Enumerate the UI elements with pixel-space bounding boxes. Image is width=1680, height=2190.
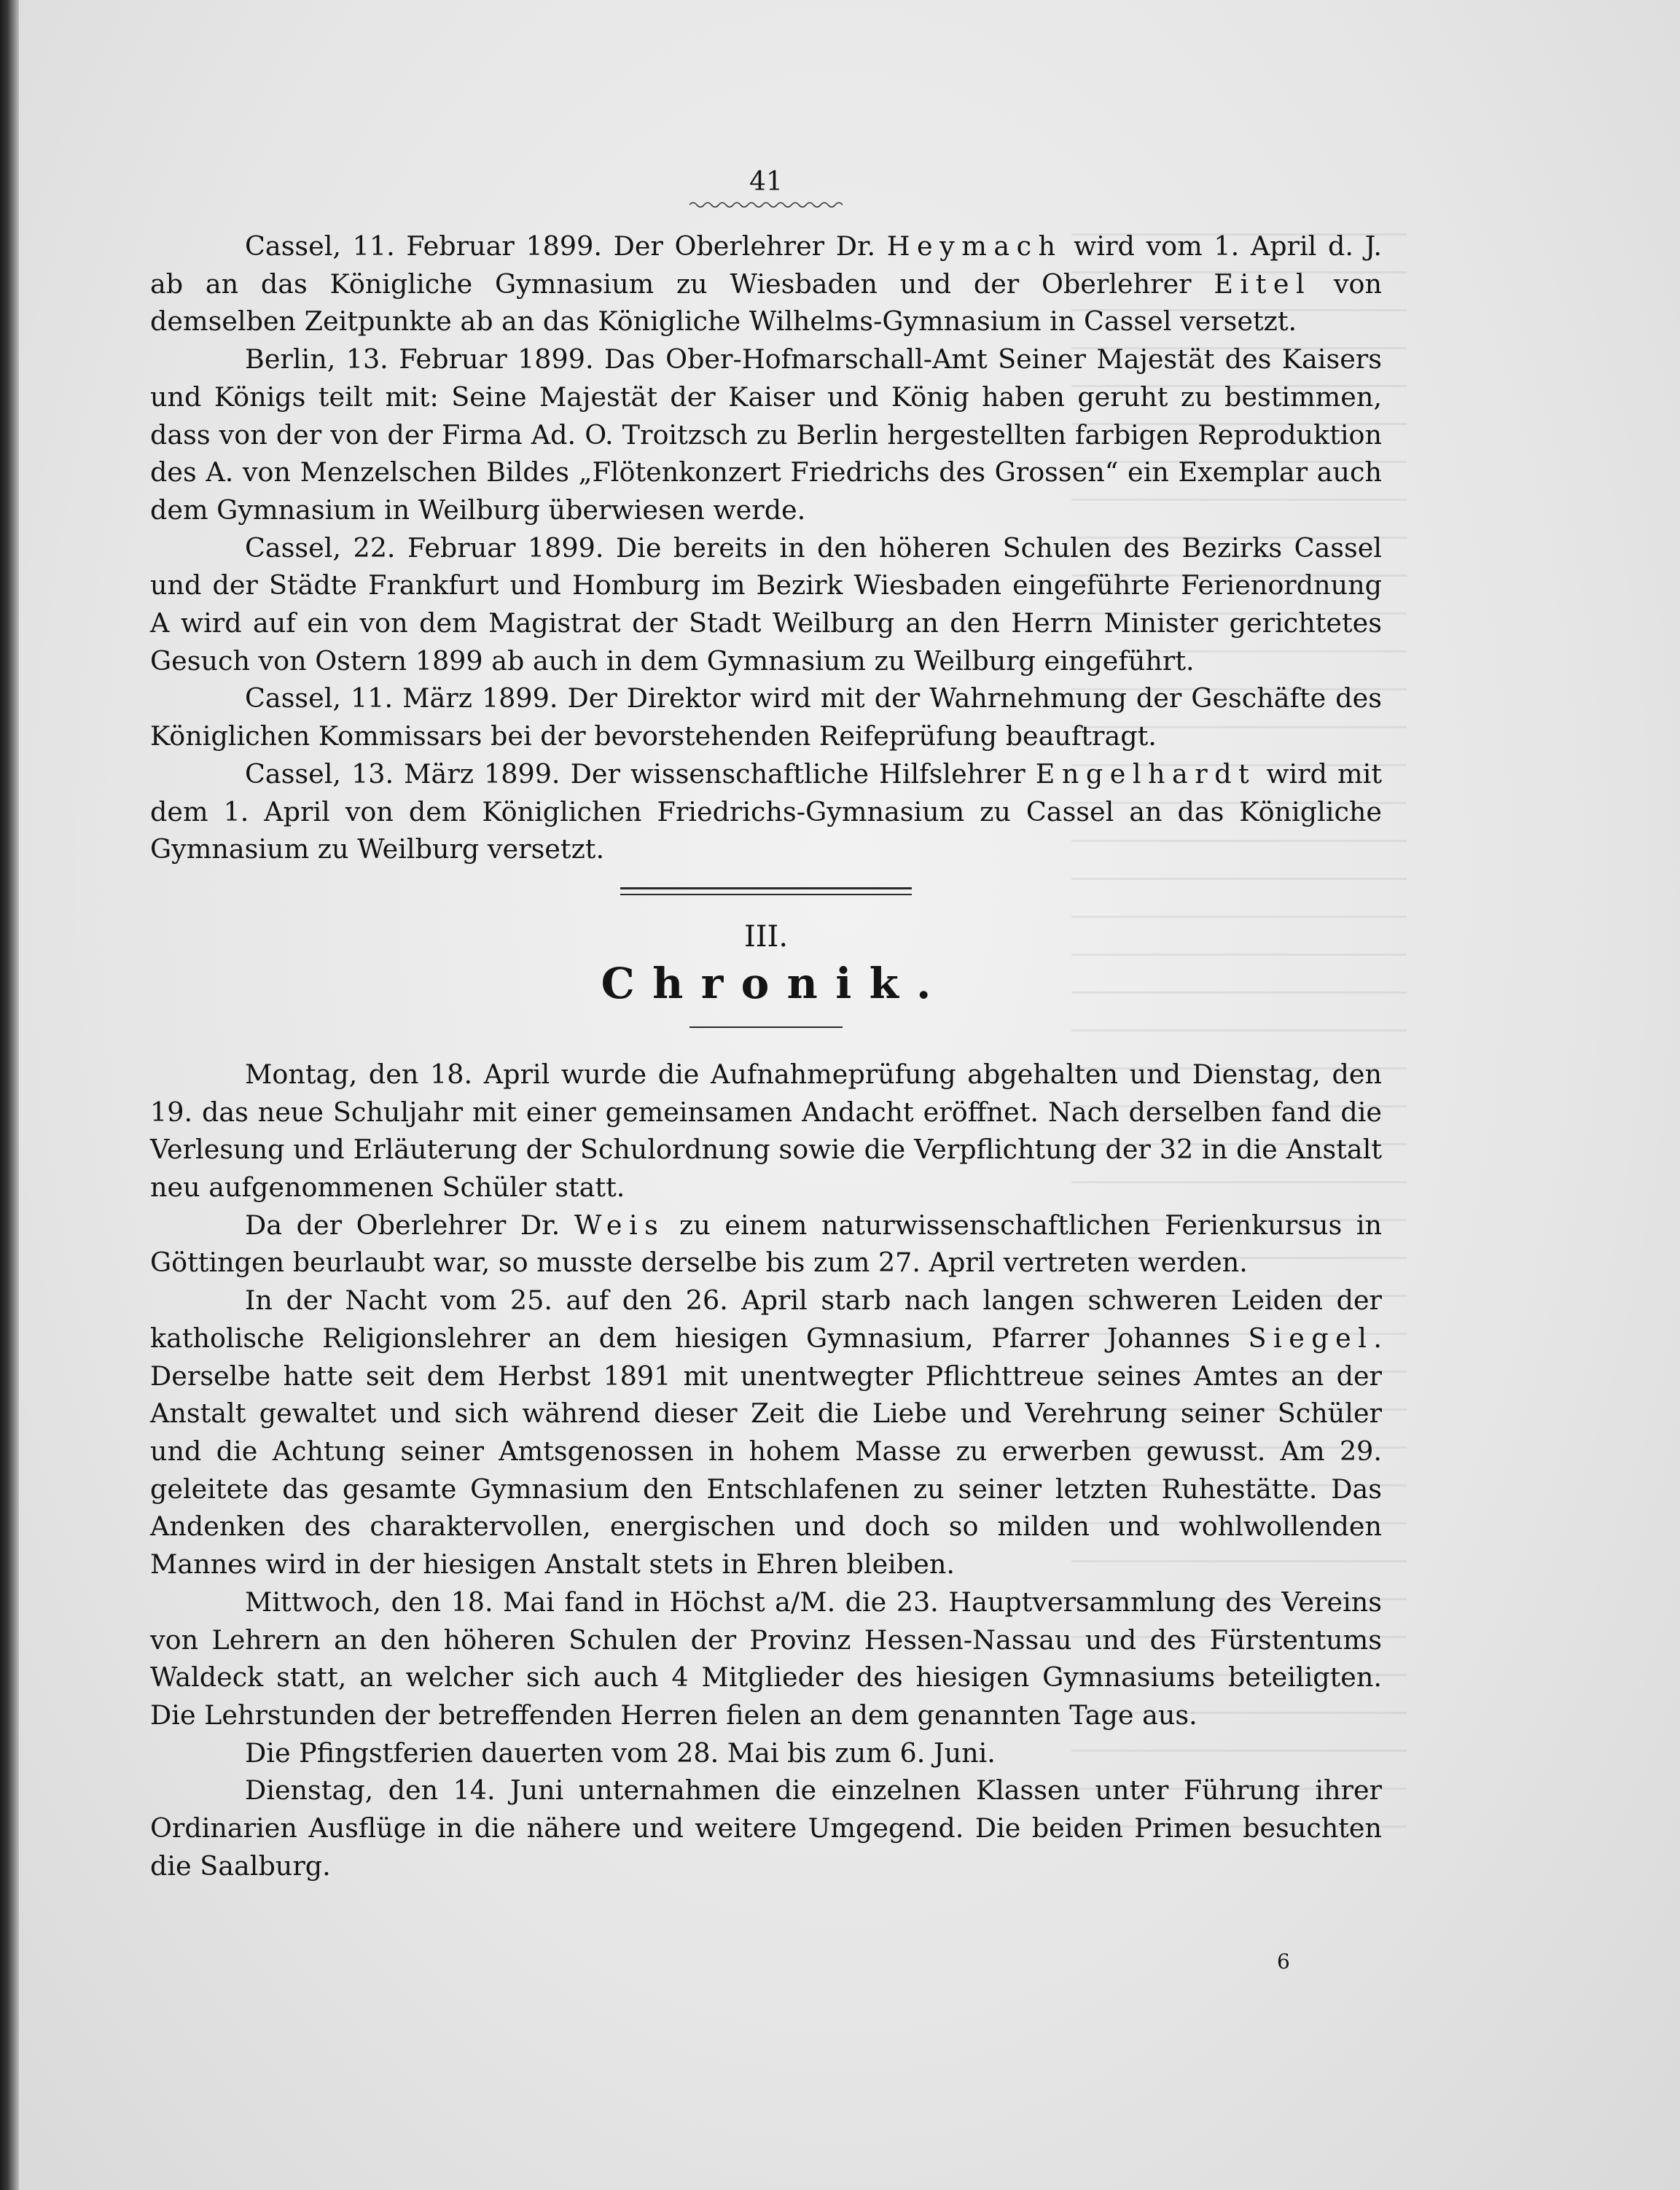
- announcement-paragraph: [150, 227, 1382, 340]
- announcement-paragraph: Berlin, 13. Februar 1899. Das Ober-Hofmarschall-Amt Seiner Majestät des Kaisers und Königs teilt mit: Seine Majestät der Kaiser und König haben geruht zu bestimmen, dass von der von der Firma Ad. O. Troitzsch zu Berlin hergestellten farbigen Reproduktion des A. von Menzelschen Bildes „Flötenkonzert Friedrichs des Grossen“ ein Exemplar auch dem Gymnasium in Weilburg überwiesen werde.: [150, 343, 1382, 526]
- chronik-text: zu einem naturwissenschaftlichen Ferienkursus in Göttingen beurlaubt war, so musste derselbe bis zum 27. April vertreten werden.: [150, 1209, 1382, 1279]
- announcement-paragraph: [150, 755, 1382, 868]
- page-number-wavy-rule: [689, 200, 843, 210]
- spaced-name: Weis: [574, 1209, 665, 1241]
- section-numeral: III.: [743, 919, 789, 954]
- spaced-name: Eitel: [1214, 268, 1312, 300]
- chronik-paragraph: Die Pfingstferien dauerten vom 28. Mai bis zum 6. Juni.: [245, 1737, 996, 1769]
- document-page: [150, 168, 1382, 1885]
- chronik-paragraph: Montag, den 18. April wurde die Aufnahmeprüfung abgehalten und Dienstag, den 19. das neue Schuljahr mit einer gemeinsamen Andacht eröffnet. Nach derselben fand die Verlesung und Erläuterung der Schulordnung sowie die Verpflichtung der 32 in die Anstalt neu aufgenommenen Schüler statt.: [150, 1058, 1382, 1204]
- spaced-name: Engelhardt: [1035, 757, 1257, 790]
- announcement-text: wird vom 1. April d. J. ab an das Königliche Gymnasium zu Wiesbaden und der Oberlehrer: [150, 230, 1382, 300]
- chronik-text: In der Nacht vom 25. auf den 26. April starb nach langen schweren Leiden der katholische Religionslehrer an dem hiesigen Gymnasium, Pfarrer Johannes: [150, 1285, 1382, 1354]
- sheet-signature-number: 6: [1277, 1949, 1290, 1973]
- announcement-text: Cassel, 13. März 1899. Der wissenschaftliche Hilfslehrer: [245, 757, 1036, 790]
- chronik-paragraph: Dienstag, den 14. Juni unternahmen die einzelnen Klassen unter Führung ihrer Ordinarien Ausflüge in die nähere und weitere Umgegend. Die beiden Primen besuchten die Saalburg.: [150, 1774, 1382, 1882]
- announcement-text: wird mit dem 1. April von dem Königlichen Friedrichs-Gymnasium zu Cassel an das Königliche Gymnasium zu Weilburg versetzt.: [150, 757, 1383, 865]
- section-double-rule: [620, 887, 912, 895]
- chronik-text: Da der Oberlehrer Dr.: [245, 1209, 574, 1241]
- spaced-name: Siegel: [1248, 1322, 1374, 1354]
- chronik-paragraph: Mittwoch, den 18. Mai fand in Höchst a/M. die 23. Hauptversammlung des Vereins von Lehrern an den höheren Schulen der Provinz Hessen-Nassau und des Fürstentums Waldeck statt, an welcher sich auch 4 Mitglieder des hiesigen Gymnasiums beteiligten. Die Lehrstunden der betreffenden Herren fielen an dem genannten Tage aus.: [150, 1586, 1382, 1731]
- chronik-paragraph: [150, 1282, 1382, 1583]
- announcement-text: Cassel, 11. Februar 1899. Der Oberlehrer Dr.: [245, 230, 887, 262]
- chronik-paragraph: [150, 1207, 1382, 1282]
- chronik-section: [150, 1056, 1382, 1885]
- scan-binding-shadow: [0, 0, 19, 2190]
- chronik-text: . Derselbe hatte seit dem Herbst 1891 mit unentwegter Pflichttreue seines Amtes an der Anstalt gewaltet und sich während dieser Zeit die Liebe und Verehrung seiner Schüler und die Achtung seiner Amtsgenossen in hohem Masse zu erwerben gewusst. Am 29. geleitete das gesamte Gymnasium den Entschlafenen zu seiner letzten Ruhestätte. Das Andenken des charaktervollen, energischen und doch so milden und wohlwollenden Mannes wird in der hiesigen Anstalt stets in Ehren bleiben.: [150, 1322, 1382, 1581]
- announcement-text: von demselben Zeitpunkte ab an das Königliche Wilhelms-Gymnasium in Cassel versetzt.: [150, 268, 1382, 338]
- section-title: Chronik.: [601, 958, 949, 1008]
- announcement-paragraph: Cassel, 11. März 1899. Der Direktor wird mit der Wahrnehmung der Geschäfte des Königlichen Kommissars bei der bevorstehenden Reifeprüfung beauftragt.: [150, 682, 1382, 752]
- announcement-paragraph: Cassel, 22. Februar 1899. Die bereits in den höheren Schulen des Bezirks Cassel und der Städte Frankfurt und Homburg im Bezirk Wiesbaden eingeführte Ferienordnung A wird auf ein von dem Magistrat der Stadt Weilburg an den Herrn Minister gerichtetes Gesuch von Ostern 1899 ab auch in dem Gymnasium zu Weilburg eingeführt.: [150, 531, 1382, 677]
- announcements-section: [150, 227, 1382, 868]
- section-title-rule: [689, 1026, 843, 1028]
- page-number: 41: [749, 167, 783, 197]
- spaced-name: Heymach: [886, 230, 1063, 262]
